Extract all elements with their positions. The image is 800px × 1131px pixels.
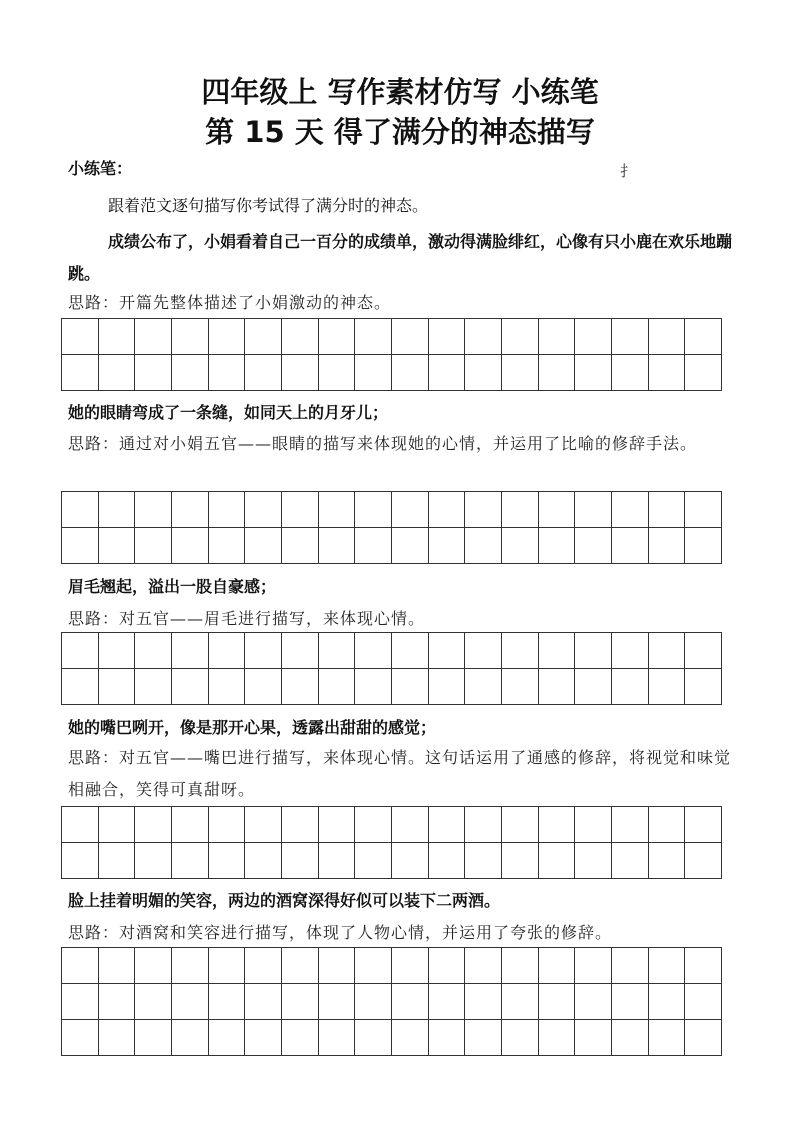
grid-cell[interactable]	[282, 492, 319, 528]
grid-cell[interactable]	[355, 633, 392, 669]
model-sentence-4: 她的嘴巴咧开，像是那开心果，透露出甜甜的感觉；	[68, 718, 437, 737]
grid-cell[interactable]	[355, 319, 392, 355]
grid-cell[interactable]	[685, 492, 722, 528]
grid-cell[interactable]	[429, 319, 466, 355]
grid-cell[interactable]	[392, 948, 429, 984]
grid-cell[interactable]	[245, 355, 282, 391]
grid-cell[interactable]	[99, 669, 136, 705]
grid-cell[interactable]	[465, 1020, 502, 1056]
grid-cell[interactable]	[355, 948, 392, 984]
grid-cell[interactable]	[282, 1020, 319, 1056]
grid-cell[interactable]	[539, 355, 576, 391]
grid-cell[interactable]	[209, 492, 246, 528]
grid-cell[interactable]	[429, 948, 466, 984]
grid-cell[interactable]	[612, 807, 649, 843]
grid-cell[interactable]	[465, 984, 502, 1020]
grid-cell[interactable]	[209, 843, 246, 879]
grid-cell[interactable]	[685, 1020, 722, 1056]
grid-cell[interactable]	[355, 528, 392, 564]
hint-text-5: 思路：对酒窝和笑容进行描写，体现了人物心情，并运用了夸张的修辞。	[68, 923, 613, 942]
grid-cell[interactable]	[99, 843, 136, 879]
grid-cell[interactable]	[355, 669, 392, 705]
grid-cell[interactable]	[502, 843, 539, 879]
grid-cell[interactable]	[135, 948, 172, 984]
grid-cell[interactable]	[465, 843, 502, 879]
grid-cell[interactable]	[392, 355, 429, 391]
grid-cell[interactable]	[429, 633, 466, 669]
grid-cell[interactable]	[685, 355, 722, 391]
grid-cell[interactable]	[649, 1020, 686, 1056]
grid-cell[interactable]	[172, 319, 209, 355]
grid-cell[interactable]	[502, 633, 539, 669]
grid-cell[interactable]	[245, 807, 282, 843]
grid-cell[interactable]	[282, 669, 319, 705]
grid-cell[interactable]	[209, 528, 246, 564]
model-sentence-2: 她的眼睛弯成了一条缝，如同天上的月牙儿；	[68, 403, 389, 422]
grid-cell[interactable]	[649, 355, 686, 391]
grid-cell[interactable]	[135, 492, 172, 528]
grid-cell[interactable]	[429, 807, 466, 843]
grid-cell[interactable]	[429, 984, 466, 1020]
grid-cell[interactable]	[429, 492, 466, 528]
grid-cell[interactable]	[502, 807, 539, 843]
grid-cell[interactable]	[685, 807, 722, 843]
grid-cell[interactable]	[99, 319, 136, 355]
grid-cell[interactable]	[62, 948, 99, 984]
grid-cell[interactable]	[685, 528, 722, 564]
grid-cell[interactable]	[282, 807, 319, 843]
grid-cell[interactable]	[575, 319, 612, 355]
grid-cell[interactable]	[539, 528, 576, 564]
grid-cell[interactable]	[429, 528, 466, 564]
grid-cell[interactable]	[685, 633, 722, 669]
section-label: 小练笔：	[68, 159, 133, 178]
page-title-line1: 四年级上 写作素材仿写 小练笔	[201, 75, 599, 109]
grid-cell[interactable]	[502, 948, 539, 984]
grid-cell[interactable]	[245, 984, 282, 1020]
grid-cell[interactable]	[575, 633, 612, 669]
grid-cell[interactable]	[172, 633, 209, 669]
grid-cell[interactable]	[612, 669, 649, 705]
grid-cell[interactable]	[62, 528, 99, 564]
grid-cell[interactable]	[172, 807, 209, 843]
grid-cell[interactable]	[392, 984, 429, 1020]
grid-cell[interactable]	[99, 948, 136, 984]
grid-cell[interactable]	[135, 843, 172, 879]
grid-cell[interactable]	[172, 528, 209, 564]
grid-cell[interactable]	[649, 528, 686, 564]
grid-cell[interactable]	[612, 948, 649, 984]
grid-cell[interactable]	[649, 633, 686, 669]
grid-cell[interactable]	[172, 1020, 209, 1056]
grid-cell[interactable]	[319, 669, 356, 705]
grid-cell[interactable]	[355, 492, 392, 528]
grid-cell[interactable]	[282, 843, 319, 879]
grid-cell[interactable]	[612, 528, 649, 564]
grid-cell[interactable]	[429, 669, 466, 705]
grid-cell[interactable]	[62, 669, 99, 705]
grid-cell[interactable]	[539, 319, 576, 355]
grid-cell[interactable]	[392, 319, 429, 355]
grid-cell[interactable]	[135, 633, 172, 669]
grid-cell[interactable]	[539, 492, 576, 528]
grid-cell[interactable]	[502, 319, 539, 355]
grid-cell[interactable]	[172, 492, 209, 528]
grid-cell[interactable]	[392, 669, 429, 705]
grid-cell[interactable]	[392, 528, 429, 564]
grid-cell[interactable]	[245, 1020, 282, 1056]
grid-cell[interactable]	[135, 355, 172, 391]
grid-cell[interactable]	[319, 843, 356, 879]
grid-cell[interactable]	[685, 948, 722, 984]
grid-cell[interactable]	[649, 319, 686, 355]
grid-cell[interactable]	[575, 492, 612, 528]
grid-cell[interactable]	[575, 807, 612, 843]
grid-cell[interactable]	[612, 355, 649, 391]
grid-cell[interactable]	[392, 633, 429, 669]
grid-cell[interactable]	[319, 319, 356, 355]
grid-cell[interactable]	[465, 528, 502, 564]
grid-cell[interactable]	[392, 843, 429, 879]
grid-cell[interactable]	[62, 1020, 99, 1056]
grid-cell[interactable]	[99, 984, 136, 1020]
grid-cell[interactable]	[539, 807, 576, 843]
grid-cell[interactable]	[649, 669, 686, 705]
grid-cell[interactable]	[245, 633, 282, 669]
grid-cell[interactable]	[209, 948, 246, 984]
grid-cell[interactable]	[172, 984, 209, 1020]
hint-text-2: 思路：通过对小娟五官——眼睛的描写来体现她的心情，并运用了比喻的修辞手法。	[68, 434, 698, 453]
grid-cell[interactable]	[282, 984, 319, 1020]
grid-cell[interactable]	[575, 355, 612, 391]
grid-cell[interactable]	[62, 984, 99, 1020]
grid-cell[interactable]	[172, 948, 209, 984]
grid-cell[interactable]	[62, 355, 99, 391]
grid-cell[interactable]	[539, 948, 576, 984]
grid-cell[interactable]	[502, 669, 539, 705]
grid-cell[interactable]	[465, 633, 502, 669]
grid-cell[interactable]	[685, 984, 722, 1020]
grid-cell[interactable]	[245, 492, 282, 528]
grid-cell[interactable]	[429, 355, 466, 391]
grid-cell[interactable]	[575, 528, 612, 564]
grid-cell[interactable]	[282, 948, 319, 984]
grid-cell[interactable]	[282, 633, 319, 669]
grid-cell[interactable]	[99, 355, 136, 391]
grid-cell[interactable]	[99, 1020, 136, 1056]
grid-cell[interactable]	[575, 843, 612, 879]
grid-cell[interactable]	[649, 843, 686, 879]
grid-cell[interactable]	[502, 355, 539, 391]
grid-cell[interactable]	[282, 319, 319, 355]
grid-cell[interactable]	[172, 669, 209, 705]
grid-cell[interactable]	[355, 355, 392, 391]
grid-cell[interactable]	[135, 1020, 172, 1056]
grid-cell[interactable]	[62, 492, 99, 528]
grid-cell[interactable]	[539, 633, 576, 669]
hint-text-1: 思路：开篇先整体描述了小娟激动的神态。	[68, 293, 392, 312]
grid-cell[interactable]	[539, 984, 576, 1020]
grid-cell[interactable]	[612, 492, 649, 528]
grid-cell[interactable]	[319, 948, 356, 984]
grid-cell[interactable]	[355, 1020, 392, 1056]
instruction-text: 跟着范文逐句描写你考试得了满分时的神态。	[108, 196, 429, 215]
grid-cell[interactable]	[319, 984, 356, 1020]
grid-cell[interactable]	[209, 984, 246, 1020]
grid-cell[interactable]	[245, 319, 282, 355]
grid-cell[interactable]	[99, 807, 136, 843]
grid-cell[interactable]	[355, 984, 392, 1020]
model-sentence-3: 眉毛翘起，溢出一股自豪感；	[68, 577, 277, 596]
grid-cell[interactable]	[282, 355, 319, 391]
grid-cell[interactable]	[135, 984, 172, 1020]
grid-cell[interactable]	[575, 1020, 612, 1056]
grid-cell[interactable]	[649, 492, 686, 528]
writing-grid-4[interactable]	[61, 806, 722, 879]
grid-cell[interactable]	[392, 807, 429, 843]
grid-cell[interactable]	[172, 355, 209, 391]
model-sentence-5: 脸上挂着明媚的笑容，两边的酒窝深得好似可以装下二两酒。	[68, 891, 501, 910]
grid-cell[interactable]	[282, 528, 319, 564]
grid-cell[interactable]	[319, 633, 356, 669]
grid-cell[interactable]	[502, 1020, 539, 1056]
grid-cell[interactable]	[172, 843, 209, 879]
grid-cell[interactable]	[319, 807, 356, 843]
grid-cell[interactable]	[612, 319, 649, 355]
grid-cell[interactable]	[319, 355, 356, 391]
grid-cell[interactable]	[612, 843, 649, 879]
grid-cell[interactable]	[245, 843, 282, 879]
grid-cell[interactable]	[209, 319, 246, 355]
grid-cell[interactable]	[135, 528, 172, 564]
grid-cell[interactable]	[319, 1020, 356, 1056]
hint-text-4: 思路：对五官——嘴巴进行描写，来体现心情。这句话运用了通感的修辞，将视觉和味觉相融合，笑得可真甜呀。	[68, 748, 732, 799]
writing-grid-2[interactable]	[61, 491, 722, 564]
grid-cell[interactable]	[209, 669, 246, 705]
grid-cell[interactable]	[685, 843, 722, 879]
grid-cell[interactable]	[575, 984, 612, 1020]
grid-cell[interactable]	[502, 492, 539, 528]
grid-cell[interactable]	[429, 1020, 466, 1056]
grid-cell[interactable]	[502, 984, 539, 1020]
page-title-line2: 第 15 天 得了满分的神态描写	[205, 115, 595, 149]
grid-cell[interactable]	[209, 355, 246, 391]
grid-cell[interactable]	[62, 319, 99, 355]
grid-cell[interactable]	[649, 807, 686, 843]
grid-cell[interactable]	[245, 528, 282, 564]
grid-cell[interactable]	[319, 528, 356, 564]
grid-cell[interactable]	[355, 843, 392, 879]
grid-cell[interactable]	[465, 669, 502, 705]
grid-cell[interactable]	[465, 355, 502, 391]
grid-cell[interactable]	[209, 1020, 246, 1056]
grid-cell[interactable]	[245, 669, 282, 705]
stray-mark: 扌	[620, 162, 636, 180]
grid-cell[interactable]	[99, 492, 136, 528]
grid-cell[interactable]	[62, 843, 99, 879]
grid-cell[interactable]	[502, 528, 539, 564]
grid-cell[interactable]	[539, 843, 576, 879]
grid-cell[interactable]	[319, 492, 356, 528]
grid-cell[interactable]	[429, 843, 466, 879]
grid-cell[interactable]	[612, 1020, 649, 1056]
grid-cell[interactable]	[539, 669, 576, 705]
grid-cell[interactable]	[392, 1020, 429, 1056]
grid-cell[interactable]	[135, 807, 172, 843]
grid-cell[interactable]	[539, 1020, 576, 1056]
hint-text-3: 思路：对五官——眉毛进行描写，来体现心情。	[68, 609, 426, 628]
grid-cell[interactable]	[135, 669, 172, 705]
grid-cell[interactable]	[685, 669, 722, 705]
grid-cell[interactable]	[62, 633, 99, 669]
grid-cell[interactable]	[99, 633, 136, 669]
writing-grid-5[interactable]	[61, 947, 722, 1056]
grid-cell[interactable]	[135, 319, 172, 355]
grid-cell[interactable]	[209, 633, 246, 669]
grid-cell[interactable]	[685, 319, 722, 355]
writing-grid-1[interactable]	[61, 318, 722, 391]
grid-cell[interactable]	[612, 633, 649, 669]
grid-cell[interactable]	[392, 492, 429, 528]
writing-grid-3[interactable]	[61, 632, 722, 705]
grid-cell[interactable]	[465, 948, 502, 984]
grid-cell[interactable]	[649, 984, 686, 1020]
grid-cell[interactable]	[465, 492, 502, 528]
grid-cell[interactable]	[465, 807, 502, 843]
grid-cell[interactable]	[209, 807, 246, 843]
grid-cell[interactable]	[355, 807, 392, 843]
grid-cell[interactable]	[612, 984, 649, 1020]
grid-cell[interactable]	[99, 528, 136, 564]
grid-cell[interactable]	[649, 948, 686, 984]
grid-cell[interactable]	[245, 948, 282, 984]
model-sentence-1: 成绩公布了，小娟看着自己一百分的成绩单，激动得满脸绯红，心像有只小鹿在欢乐地蹦跳。	[68, 232, 733, 283]
grid-cell[interactable]	[465, 319, 502, 355]
grid-cell[interactable]	[575, 669, 612, 705]
grid-cell[interactable]	[575, 948, 612, 984]
grid-cell[interactable]	[62, 807, 99, 843]
